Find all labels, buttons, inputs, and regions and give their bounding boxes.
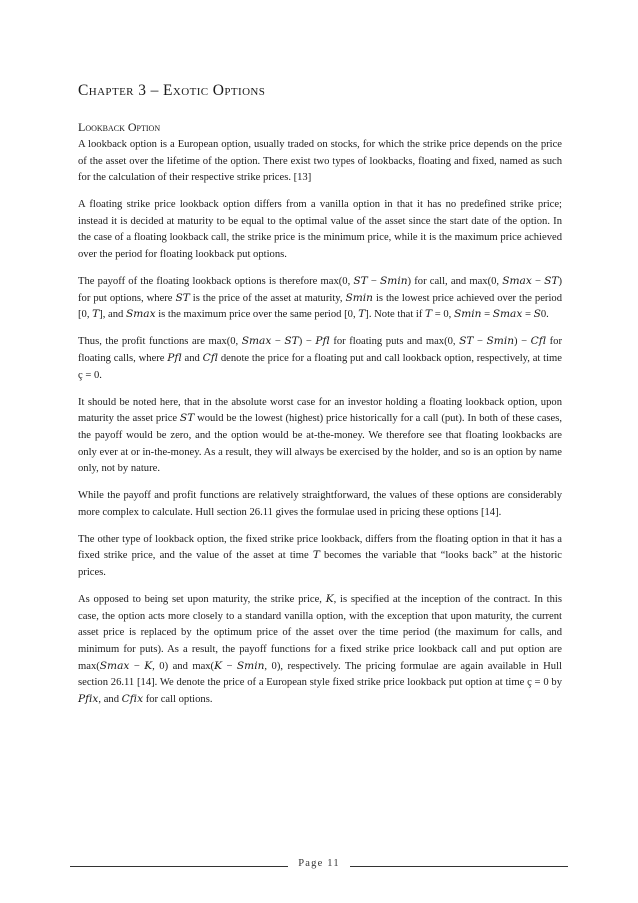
paragraph-intro: A lookback option is a European option, usually traded on stocks, for which the strike price depends on the price of the asset over the lifetime of the option. There exist two types of lookbacks, floating and fixed, named as such for the calculation of their respective strike prices. [13] xyxy=(78,139,562,184)
footer-rule-right xyxy=(350,866,568,867)
paragraph-fixed-payoff: As opposed to being set upon maturity, the strike price, 𝐾, is specified at the inception of the contract. In this case, the option acts more closely to a standard vanilla option, with the exception that upon maturity, the current asset price is replaced by the optimum price of the asset over the time period (the maximum for calls, and minimum for puts). As a result, the payoff functions for a fixed strike price lookback call and put option are max(𝑆𝑚𝑎𝑥 − 𝐾, 0) and max(𝐾 − 𝑆𝑚𝑖𝑛, 0), respectively. The pricing formulae are again available in Hull section 26.11 [14]. We denote the price of a European style fixed strike price lookback put option at time ç = 0 by 𝑃𝑓𝑖𝑥, and 𝐶𝑓𝑖𝑥 for call options. xyxy=(78,594,562,705)
paragraph-floating-payoff: The payoff of the floating lookback options is therefore max(0, 𝑆𝑇 − 𝑆𝑚𝑖𝑛) for call, and max(0, 𝑆𝑚𝑎𝑥 − 𝑆𝑇) for put options, where 𝑆𝑇 is the price of the asset at maturity, 𝑆𝑚𝑖𝑛 is the lowest price achieved over the period [0, 𝑇], and 𝑆𝑚𝑎𝑥 is the maximum price over the same period [0, 𝑇]. Note that if 𝑇 = 0, 𝑆𝑚𝑖𝑛 = 𝑆𝑚𝑎𝑥 = 𝑆0. xyxy=(78,276,562,321)
paragraph-floating-profit: Thus, the profit functions are max(0, 𝑆𝑚𝑎𝑥 − 𝑆𝑇) − 𝑃𝑓𝑙 for floating puts and max(0, 𝑆𝑇 − 𝑆𝑚𝑖𝑛) − 𝐶𝑓𝑙 for floating calls, where 𝑃𝑓𝑙 and 𝐶𝑓𝑙 denote the price for a floating put and call lookback option, respectively, at time ç = 0. xyxy=(78,336,562,381)
footer-rule-left xyxy=(70,866,288,867)
page-footer xyxy=(70,858,568,878)
section-title: Lookback Option xyxy=(78,120,161,134)
paragraph-fixed-strike: The other type of lookback option, the fixed strike price lookback, differs from the floating option in that it has a fixed strike price, and the value of the asset at time 𝑇 becomes the variable that “looks back” at the historic prices. xyxy=(78,533,562,579)
paragraph-floating-strike: A floating strike price lookback option differs from a vanilla option in that it has no predefined strike price; instead it is decided at maturity to be equal to the optimal value of the asset since the start date of the option. In the case of a floating lookback call, the strike price is the minimum price, while it is the maximum price achieved over the period for floating lookback put options. xyxy=(78,199,562,261)
paragraph-worst-case: It should be noted here, that in the absolute worst case for an investor holding a floating lookback option, upon maturity the asset price 𝑆𝑇 would be the lowest (highest) price historically for a call (put). In both of these cases, the payoff would be zero, and the option would be at-the-money. We therefore see that floating lookbacks are only ever at or in-the-money. As a result, they will always be exercised by the holder, and so is an option by name only, not by nature. xyxy=(78,396,562,475)
chapter-title: Chapter 3 – Exotic Options xyxy=(78,82,266,99)
paragraph-pricing: While the payoff and profit functions are relatively straightforward, the values of these options are considerably more complex to calculate. Hull section 26.11 gives the formulae used in pricing these options [14]. xyxy=(78,490,562,518)
page-number: Page 11 xyxy=(298,858,340,869)
page-body xyxy=(78,82,562,719)
